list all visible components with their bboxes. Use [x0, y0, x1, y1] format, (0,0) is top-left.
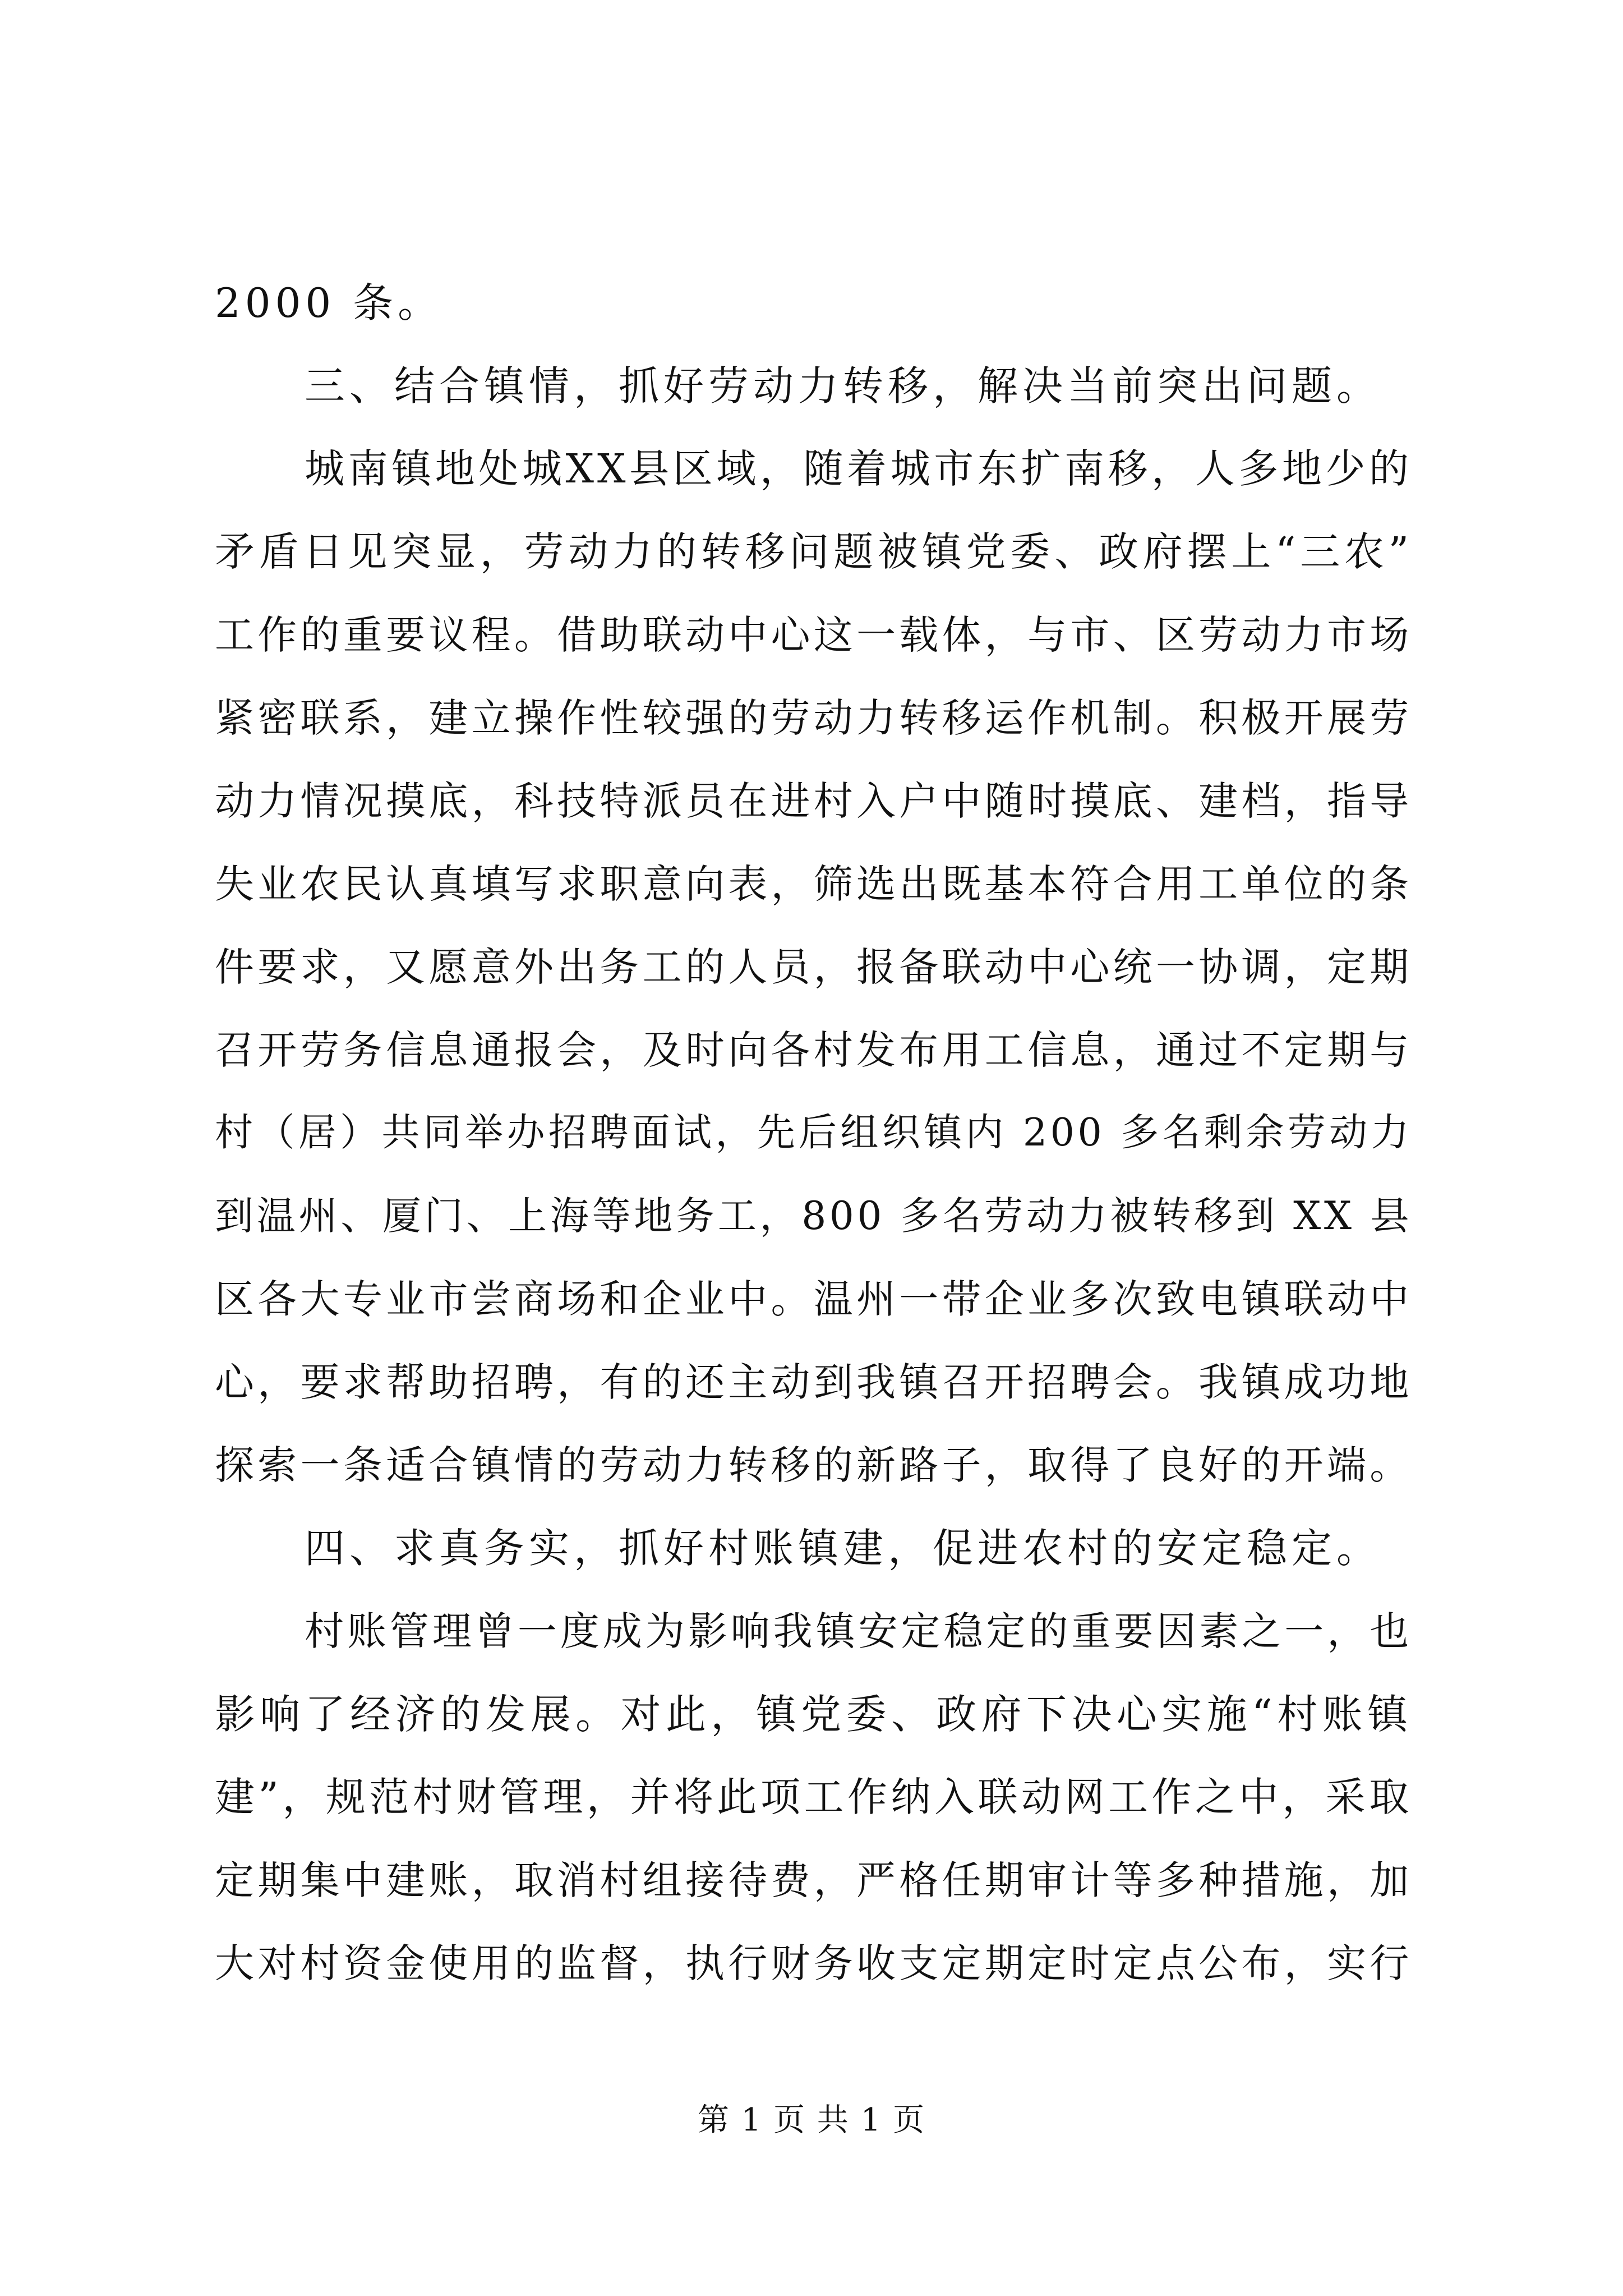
text-line: 村（居）共同举办招聘面试，先后组织镇内 200 多名剩余劳动力 — [215, 1111, 1412, 1155]
text-line: 2000 条。 — [215, 279, 443, 326]
text-line: 动力情况摸底，科技特派员在进村入户中随时摸底、建档，指导 — [215, 778, 1412, 824]
text-line: 矛盾日见突显，劳动力的转移问题被镇党委、政府摆上“三农” — [215, 528, 1412, 575]
text-line: 大对村资金使用的监督，执行财务收支定期定时定点公布，实行 — [215, 1940, 1412, 1986]
section-heading-4: 四、求真务实，抓好村账镇建，促进农村的安定稳定。 — [305, 1525, 1382, 1572]
text-line: 定期集中建账，取消村组接待费，严格任期审计等多种措施，加 — [215, 1857, 1412, 1903]
body-text — [215, 261, 1412, 2005]
text-line: 区各大专业市尝商场和企业中。温州一带企业多次致电镇联动中 — [215, 1276, 1412, 1322]
text-line: 影响了经济的发展。对此，镇党委、政府下决心实施“村账镇 — [215, 1691, 1412, 1738]
text-line: 探索一条适合镇情的劳动力转移的新路子，取得了良好的开端。 — [215, 1442, 1412, 1488]
text-line: 城南镇地处城XX县区域，随着城市东扩南移，人多地少的 — [305, 445, 1412, 492]
page-footer — [0, 2098, 1623, 2143]
page-number-label: 第 1 页 共 1 页 — [697, 2102, 926, 2138]
text-line: 心，要求帮助招聘，有的还主动到我镇召开招聘会。我镇成功地 — [215, 1359, 1412, 1405]
text-line: 召开劳务信息通报会，及时向各村发布用工信息，通过不定期与 — [215, 1027, 1412, 1073]
text-line: 建”，规范村财管理，并将此项工作纳入联动网工作之中，采取 — [215, 1774, 1412, 1820]
section-heading-3: 三、结合镇情，抓好劳动力转移，解决当前突出问题。 — [305, 362, 1382, 409]
text-line: 失业农民认真填写求职意向表，筛选出既基本符合用工单位的条 — [215, 861, 1412, 907]
text-line: 件要求，又愿意外出务工的人员，报备联动中心统一协调，定期 — [215, 944, 1412, 990]
text-line: 到温州、厦门、上海等地务工，800 多名劳动力被转移到 XX 县 — [215, 1194, 1412, 1239]
text-line: 村账管理曾一度成为影响我镇安定稳定的重要因素之一，也 — [305, 1608, 1412, 1654]
text-line: 工作的重要议程。借助联动中心这一载体，与市、区劳动力市场 — [215, 612, 1412, 658]
text-line: 紧密联系，建立操作性较强的劳动力转移运作机制。积极开展劳 — [215, 695, 1412, 741]
